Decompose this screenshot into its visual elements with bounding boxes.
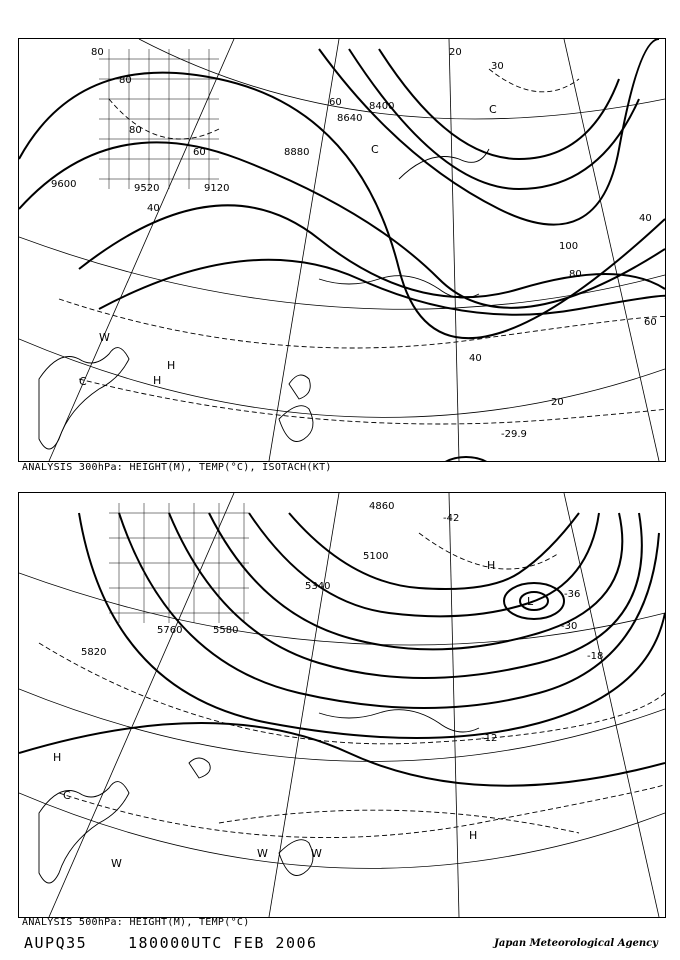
chart-300hpa-map (19, 39, 665, 461)
height-label: 5580 (213, 625, 239, 636)
warm-symbol: W (257, 847, 268, 860)
high-center-symbol: H (153, 374, 162, 387)
height-label: 9120 (204, 183, 230, 194)
isotach-label: 80 (119, 75, 132, 86)
isotach-label: 60 (193, 147, 206, 158)
low-center-symbol: C (371, 143, 379, 156)
height-label: 8640 (337, 113, 363, 124)
cold-hatch (109, 503, 249, 623)
agency-name: Japan Meteorological Agency (494, 938, 658, 949)
temp-label: -12 (481, 733, 498, 744)
low-center-symbol: C (79, 375, 87, 388)
chart-300hpa (18, 38, 666, 462)
isotach-label: 80 (129, 125, 142, 136)
height-label: 9520 (134, 183, 160, 194)
height-label: 5100 (363, 551, 389, 562)
temp-label: -18 (587, 651, 604, 662)
isotach-label: 20 (449, 47, 462, 58)
jet-core-hatch (99, 49, 219, 189)
isotach-label: 40 (639, 213, 652, 224)
warm-symbol: W (99, 331, 110, 344)
height-label: 8880 (284, 147, 310, 158)
isotach-label: 60 (644, 317, 657, 328)
isotach-label: 40 (469, 353, 482, 364)
low-center-symbol: C (489, 103, 497, 116)
coastline (39, 149, 489, 449)
warm-symbol: W (311, 847, 322, 860)
chart-code: AUPQ35 (24, 934, 88, 952)
height-label: 5820 (81, 647, 107, 658)
warm-symbol: W (111, 857, 122, 870)
height-label: 4860 (369, 501, 395, 512)
isotach-label: 20 (551, 397, 564, 408)
temp-label: -42 (443, 513, 460, 524)
temp-label: -30 (561, 621, 578, 632)
height-contours (19, 513, 665, 786)
high-center-symbol: H (487, 559, 496, 572)
low-center-symbol: L (527, 595, 534, 608)
temp-label: -36 (564, 589, 581, 600)
chart-500hpa (18, 492, 666, 918)
isotach-label: 100 (559, 241, 579, 252)
high-center-symbol: H (469, 829, 478, 842)
isotach-label: 60 (329, 97, 342, 108)
isotach-label: 40 (147, 203, 160, 214)
temp-label: -29.9 (501, 429, 527, 440)
isotach-label: 80 (91, 47, 104, 58)
height-label: 5340 (305, 581, 331, 592)
high-center-symbol: H (167, 359, 176, 372)
caption-300hpa: ANALYSIS 300hPa: HEIGHT(M), TEMP(°C), ISOTACH(KT) (22, 462, 332, 473)
isotherms (39, 533, 665, 838)
high-center-symbol: H (53, 751, 62, 764)
caption-500hpa: ANALYSIS 500hPa: HEIGHT(M), TEMP(°C) (22, 917, 250, 928)
height-label: 8400 (369, 101, 395, 112)
low-center-symbol: C (63, 789, 71, 802)
graticule (19, 493, 665, 917)
valid-time: 180000UTC FEB 2006 (128, 934, 318, 952)
chart-500hpa-map (19, 493, 665, 917)
height-label: 9600 (51, 179, 77, 190)
height-label: 5760 (157, 625, 183, 636)
isotach-label: 30 (491, 61, 504, 72)
isotach-label: 80 (569, 269, 582, 280)
